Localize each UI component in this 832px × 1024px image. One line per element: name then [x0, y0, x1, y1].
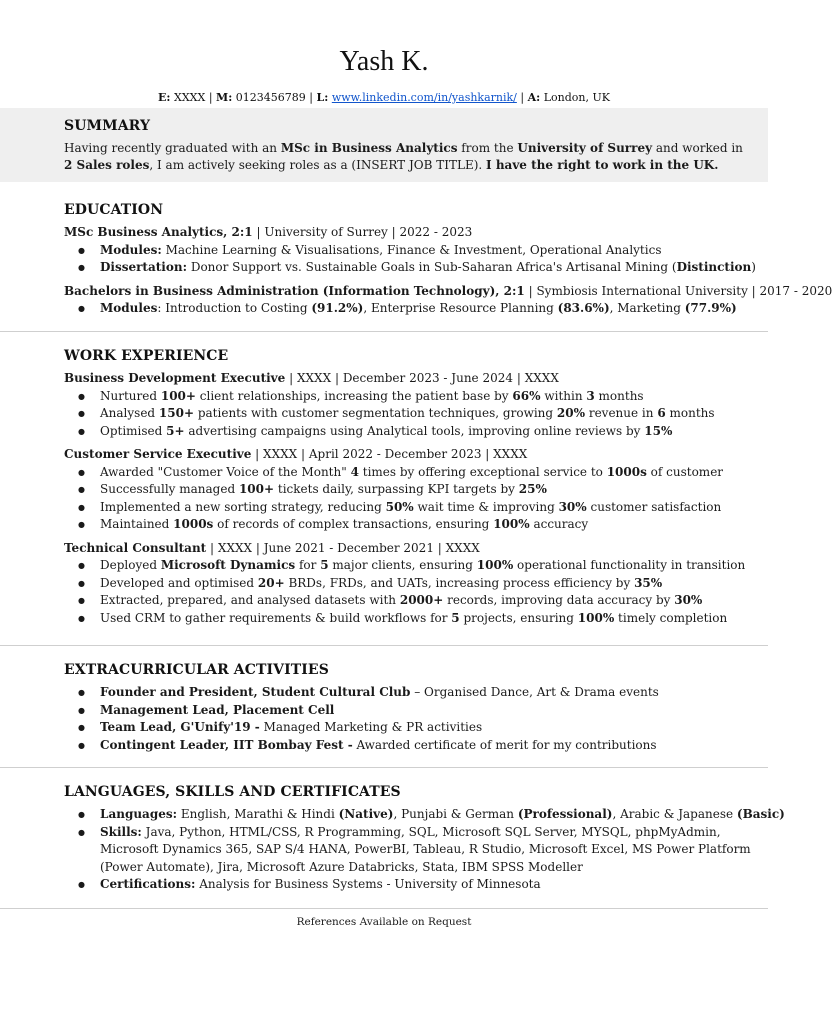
list-item: ● Founder and President, Student Cultural Club – Organised Dance, Art & Drama events — [64, 684, 754, 702]
linkedin-link[interactable]: www.linkedin.com/in/yashkarnik/ — [331, 91, 517, 104]
list-item: ● Management Lead, Placement Cell — [64, 702, 754, 720]
list-item: ● Awarded "Customer Voice of the Month" 4 times by offering exceptional service to 1000s of customer — [64, 464, 754, 482]
list-item: ● Deployed Microsoft Dynamics for 5 major clients, ensuring 100% operational functionality in transition — [64, 557, 754, 575]
list-item: ● Team Lead, G'Unify'19 - Managed Marketing & PR activities — [64, 719, 754, 737]
work-section — [64, 348, 754, 627]
references-note: References Available on Request — [296, 916, 472, 928]
skills-heading: LANGUAGES, SKILLS AND CERTIFICATES — [64, 784, 401, 800]
work-heading: WORK EXPERIENCE — [64, 348, 229, 364]
list-item: ● Languages: English, Marathi & Hindi (Native), Punjabi & German (Professional), Arabic & Japanese (Basic) — [64, 806, 754, 824]
role-line: Business Development Executive | XXXX | December 2023 - June 2024 | XXXX — [64, 371, 559, 385]
phone-value: 0123456789 — [235, 91, 306, 104]
list-item: ● Nurtured 100+ client relationships, increasing the patient base by 66% within 3 months — [64, 388, 754, 406]
education-heading: EDUCATION — [64, 202, 164, 218]
address-value: London, UK — [543, 91, 610, 104]
summary-section — [64, 118, 754, 174]
candidate-name: Yash K. — [339, 46, 429, 77]
section-divider — [0, 645, 768, 646]
contact-line: E: XXXX | M: 0123456789 | L: www.linkedin.com/in/yashkarnik/ | A: London, UK — [158, 91, 610, 104]
bachelors-degree-line: Bachelors in Business Administration (Information Technology), 2:1 | Symbiosis International University | 2017 - 2020 — [64, 283, 832, 298]
section-divider — [0, 908, 768, 909]
summary-text: Having recently graduated with an MSc in Business Analytics from the University of Surrey and worked in 2 Sales roles, I am actively seeking roles as a (INSERT JOB TITLE). I have the right to work in the UK. — [64, 141, 743, 172]
extracurricular-section — [64, 662, 754, 754]
role-line: Customer Service Executive | XXXX | April 2022 - December 2023 | XXXX — [64, 447, 528, 461]
list-item: ● Contingent Leader, IIT Bombay Fest - Awarded certificate of merit for my contributions — [64, 737, 754, 755]
list-item: ● Developed and optimised 20+ BRDs, FRDs, and UATs, increasing process efficiency by 35% — [64, 575, 754, 593]
list-item: ● Extracted, prepared, and analysed datasets with 2000+ records, improving data accuracy by 30% — [64, 592, 754, 610]
list-item: ● Used CRM to gather requirements & build workflows for 5 projects, ensuring 100% timely completion — [64, 610, 754, 628]
list-item: ● Implemented a new sorting strategy, reducing 50% wait time & improving 30% customer satisfaction — [64, 499, 754, 517]
list-item: ● Dissertation: Donor Support vs. Sustainable Goals in Sub-Saharan Africa's Artisanal Mining (Distinction) — [64, 259, 754, 277]
list-item: ● Modules: Machine Learning & Visualisations, Finance & Investment, Operational Analytics — [64, 242, 754, 260]
section-divider — [0, 767, 768, 768]
extracurricular-heading: EXTRACURRICULAR ACTIVITIES — [64, 662, 329, 678]
msc-degree-line: MSc Business Analytics, 2:1 | University of Surrey | 2022 - 2023 — [64, 225, 473, 239]
list-item: ● Certifications: Analysis for Business Systems - University of Minnesota — [64, 876, 754, 894]
list-item: ● Skills: Java, Python, HTML/CSS, R Programming, SQL, Microsoft SQL Server, MYSQL, phpMyAdmin, Microsoft Dynamics 365, SAP S/4 HANA, PowerBI, Tableau, R Studio, Microsoft Excel, MS Power Platform (Power Automate), Jira, Microsoft Azure Databricks, Stata, IBM SPSS Modeller — [64, 824, 754, 877]
list-item: ● Analysed 150+ patients with customer segmentation techniques, growing 20% revenue in 6 months — [64, 405, 754, 423]
education-section — [64, 202, 832, 318]
list-item: ● Modules: Introduction to Costing (91.2%), Enterprise Resource Planning (83.6%), Marketing (77.9%) — [64, 300, 754, 318]
list-item: ● Optimised 5+ advertising campaigns using Analytical tools, improving online reviews by 15% — [64, 423, 754, 441]
summary-heading: SUMMARY — [64, 118, 151, 134]
list-item: ● Maintained 1000s of records of complex transactions, ensuring 100% accuracy — [64, 516, 754, 534]
list-item: ● Successfully managed 100+ tickets daily, surpassing KPI targets by 25% — [64, 481, 754, 499]
skills-section — [64, 784, 785, 894]
section-divider — [0, 331, 768, 332]
role-line: Technical Consultant | XXXX | June 2021 - December 2021 | XXXX — [64, 540, 480, 555]
email-value: XXXX — [174, 91, 206, 104]
